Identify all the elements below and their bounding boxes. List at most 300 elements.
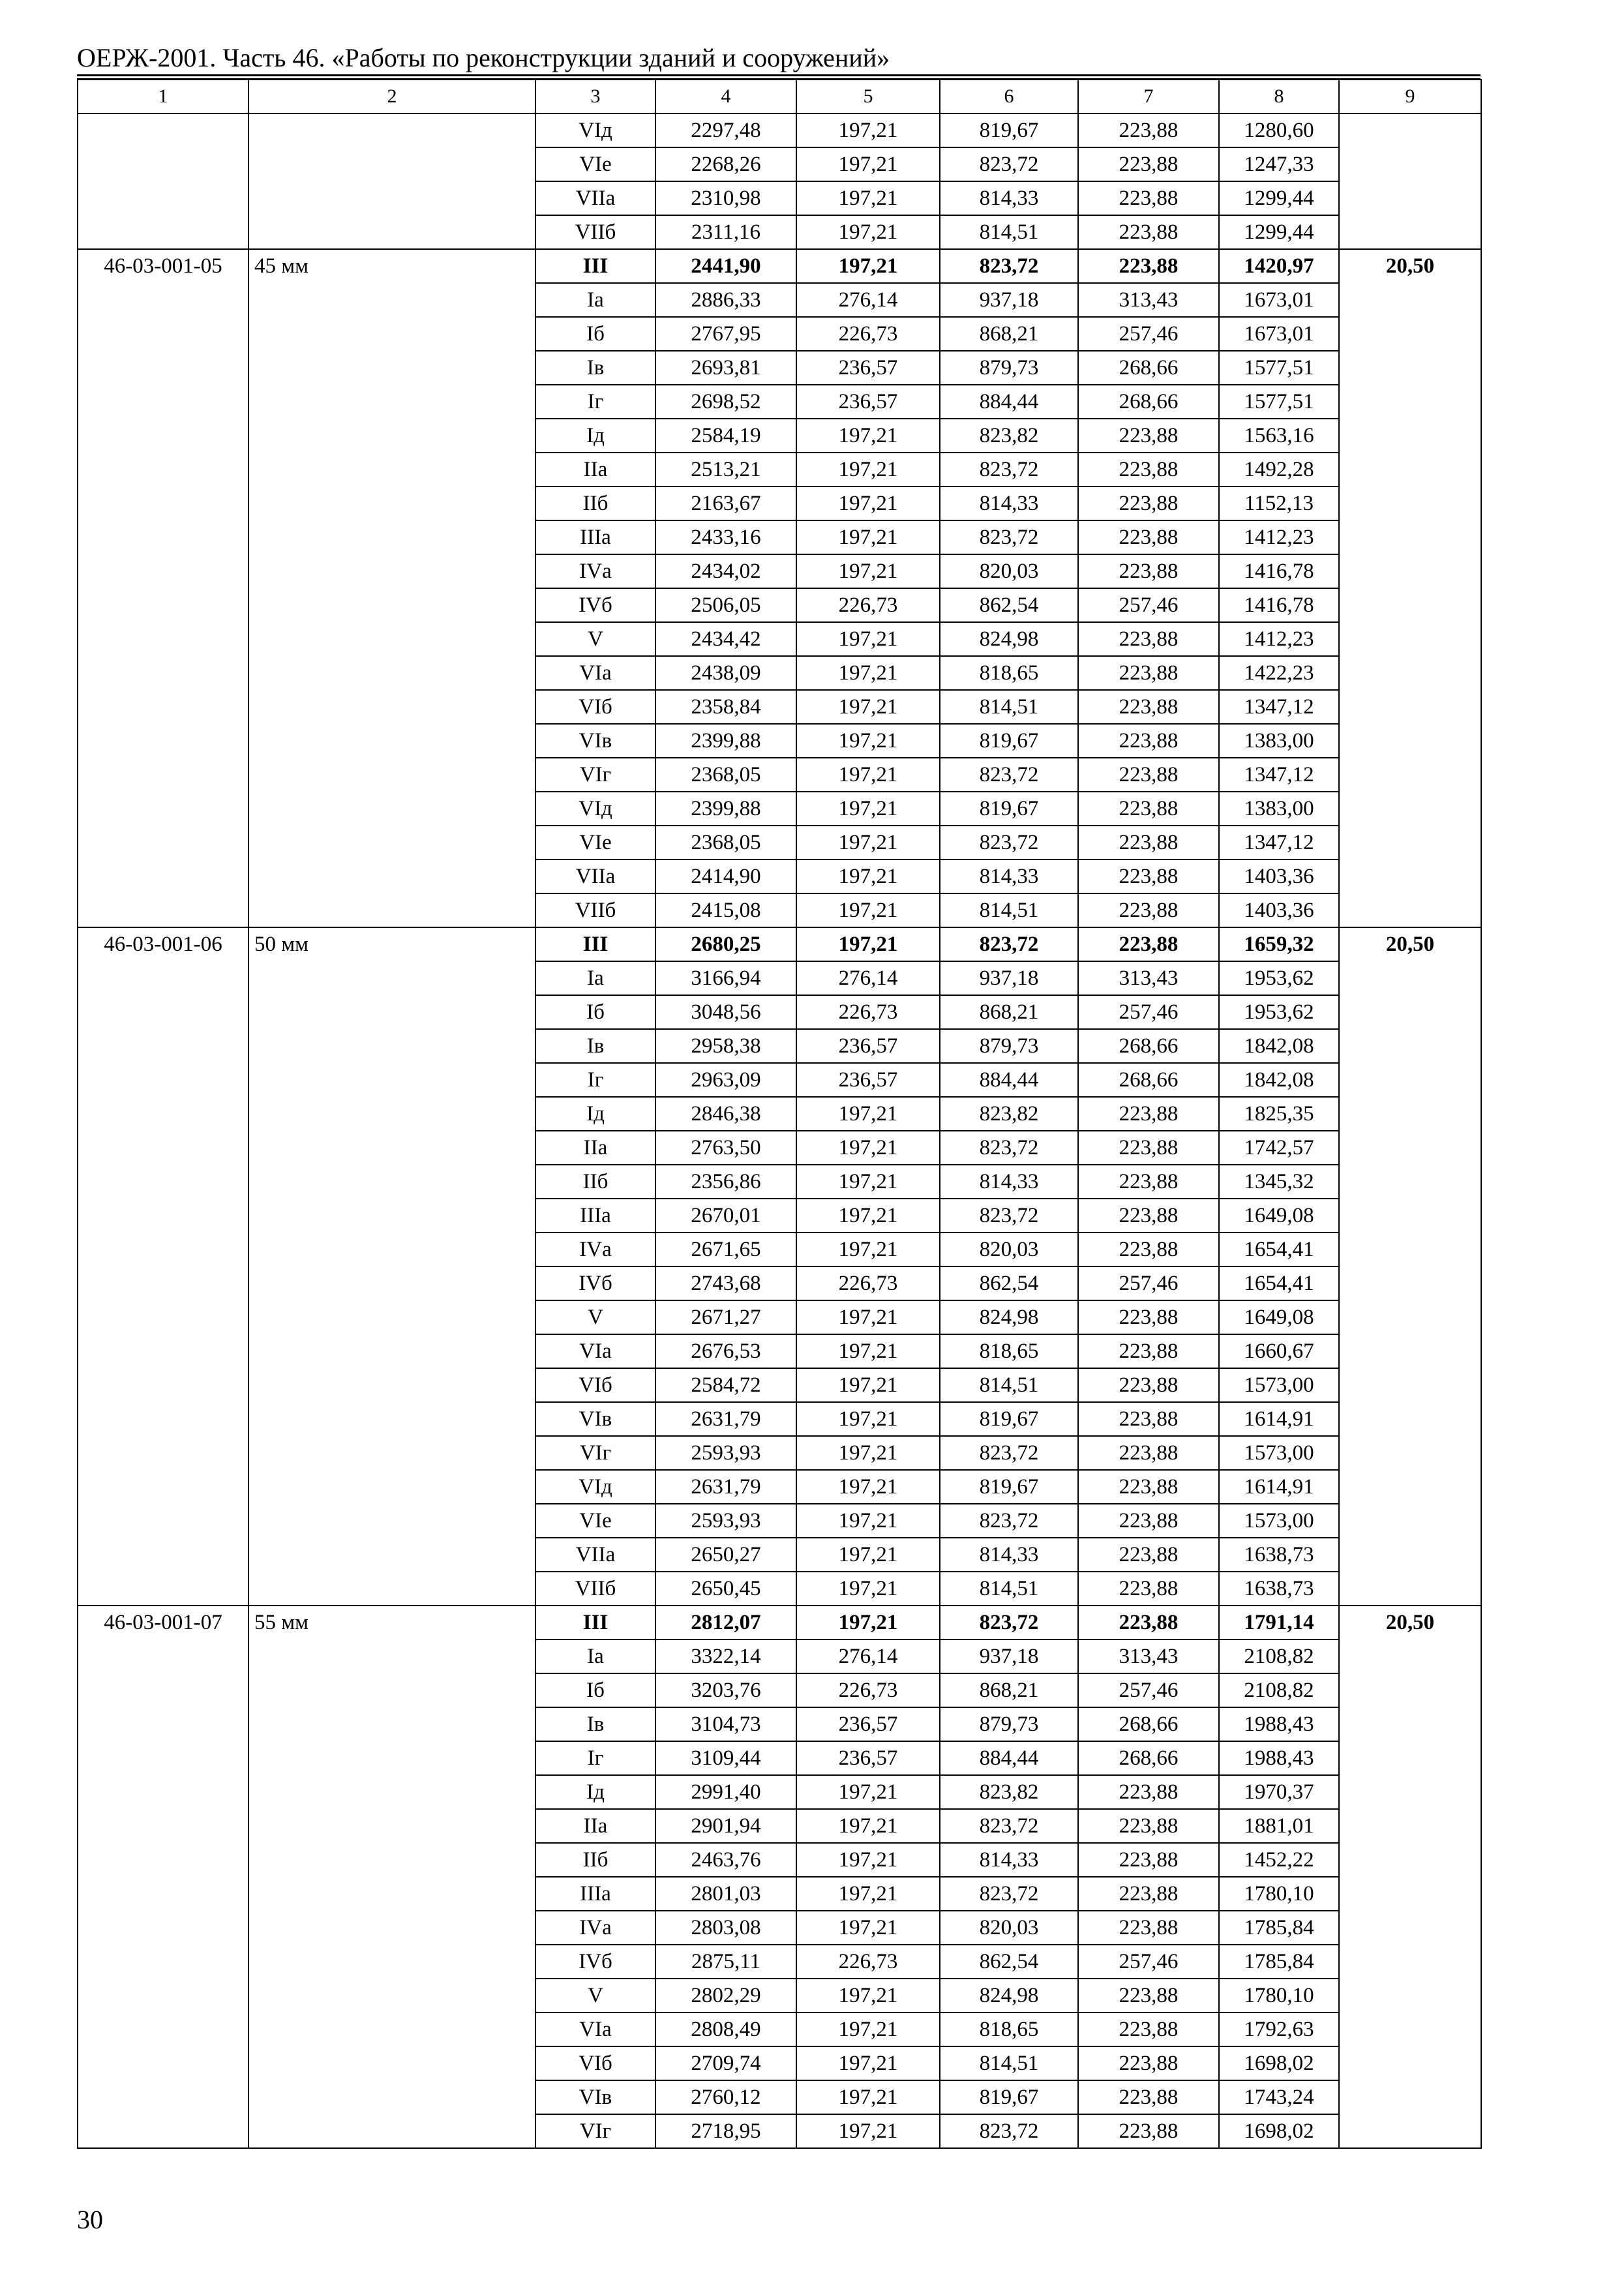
operator-wages-cell: 223,88 [1078, 1775, 1219, 1809]
materials-cell: 1452,22 [1219, 1843, 1339, 1877]
materials-cell: 1152,13 [1219, 486, 1339, 520]
wages-cell: 197,21 [796, 792, 940, 826]
operator-wages-cell: 223,88 [1078, 1504, 1219, 1538]
operator-wages-cell: 223,88 [1078, 860, 1219, 893]
operator-wages-cell: 268,66 [1078, 1029, 1219, 1063]
operator-wages-cell: 223,88 [1078, 1165, 1219, 1199]
total-cost-cell: 2584,72 [655, 1368, 796, 1402]
region-cell: IIIа [535, 1877, 655, 1911]
rates-table [77, 79, 1482, 2149]
wages-cell: 197,21 [796, 1606, 940, 1639]
machines-cell: 814,51 [940, 215, 1078, 249]
col-header: 2 [248, 80, 535, 113]
wages-cell: 226,73 [796, 317, 940, 351]
total-cost-cell: 2438,09 [655, 656, 796, 690]
labor-cost-cell: 20,50 [1339, 927, 1481, 1606]
machines-cell: 868,21 [940, 995, 1078, 1029]
wages-cell: 276,14 [796, 961, 940, 995]
wages-cell: 197,21 [796, 1097, 940, 1131]
operator-wages-cell: 257,46 [1078, 317, 1219, 351]
region-cell: Iд [535, 419, 655, 453]
total-cost-cell: 2650,27 [655, 1538, 796, 1572]
table-row [78, 1606, 1481, 1639]
region-cell: III [535, 249, 655, 283]
materials-cell: 1420,97 [1219, 249, 1339, 283]
materials-cell: 1825,35 [1219, 1097, 1339, 1131]
region-cell: Iг [535, 385, 655, 419]
region-cell: VIг [535, 1436, 655, 1470]
materials-cell: 1383,00 [1219, 792, 1339, 826]
wages-cell: 197,21 [796, 724, 940, 758]
operator-wages-cell: 223,88 [1078, 1131, 1219, 1165]
rate-code: 46-03-001-07 [78, 1606, 248, 2148]
machines-cell: 823,82 [940, 419, 1078, 453]
region-cell: Iг [535, 1063, 655, 1097]
wages-cell: 197,21 [796, 486, 940, 520]
region-cell: III [535, 1606, 655, 1639]
operator-wages-cell: 223,88 [1078, 249, 1219, 283]
operator-wages-cell: 268,66 [1078, 351, 1219, 385]
materials-cell: 1654,41 [1219, 1266, 1339, 1300]
materials-cell: 1412,23 [1219, 622, 1339, 656]
rate-code [78, 113, 248, 249]
total-cost-cell: 2415,08 [655, 893, 796, 927]
region-cell: VIа [535, 1334, 655, 1368]
region-cell: Iа [535, 961, 655, 995]
wages-cell: 197,21 [796, 2046, 940, 2080]
total-cost-cell: 2693,81 [655, 351, 796, 385]
operator-wages-cell: 223,88 [1078, 486, 1219, 520]
wages-cell: 197,21 [796, 554, 940, 588]
operator-wages-cell: 223,88 [1078, 1368, 1219, 1402]
machines-cell: 823,72 [940, 453, 1078, 486]
total-cost-cell: 2513,21 [655, 453, 796, 486]
machines-cell: 818,65 [940, 656, 1078, 690]
machines-cell: 884,44 [940, 1063, 1078, 1097]
rate-name: 45 мм [248, 249, 535, 927]
total-cost-cell: 2991,40 [655, 1775, 796, 1809]
region-cell: Iб [535, 995, 655, 1029]
operator-wages-cell: 223,88 [1078, 181, 1219, 215]
region-cell: IIа [535, 453, 655, 486]
operator-wages-cell: 223,88 [1078, 1470, 1219, 1504]
region-cell: IIIа [535, 520, 655, 554]
total-cost-cell: 2368,05 [655, 758, 796, 792]
total-cost-cell: 2886,33 [655, 283, 796, 317]
region-cell: V [535, 1300, 655, 1334]
operator-wages-cell: 257,46 [1078, 1673, 1219, 1707]
materials-cell: 1673,01 [1219, 317, 1339, 351]
machines-cell: 937,18 [940, 1639, 1078, 1673]
region-cell: IIб [535, 1165, 655, 1199]
region-cell: IIб [535, 1843, 655, 1877]
wages-cell: 197,21 [796, 1436, 940, 1470]
region-cell: Iд [535, 1097, 655, 1131]
wages-cell: 197,21 [796, 1131, 940, 1165]
operator-wages-cell: 268,66 [1078, 385, 1219, 419]
materials-cell: 1698,02 [1219, 2046, 1339, 2080]
region-cell: V [535, 1979, 655, 2012]
materials-cell: 1785,84 [1219, 1911, 1339, 1945]
materials-cell: 1577,51 [1219, 351, 1339, 385]
total-cost-cell: 2163,67 [655, 486, 796, 520]
total-cost-cell: 2631,79 [655, 1402, 796, 1436]
materials-cell: 1247,33 [1219, 147, 1339, 181]
materials-cell: 1780,10 [1219, 1979, 1339, 2012]
wages-cell: 236,57 [796, 1741, 940, 1775]
total-cost-cell: 2434,42 [655, 622, 796, 656]
machines-cell: 818,65 [940, 1334, 1078, 1368]
machines-cell: 823,72 [940, 1809, 1078, 1843]
total-cost-cell: 2441,90 [655, 249, 796, 283]
region-cell: VIб [535, 690, 655, 724]
operator-wages-cell: 223,88 [1078, 792, 1219, 826]
total-cost-cell: 2802,29 [655, 1979, 796, 2012]
operator-wages-cell: 223,88 [1078, 656, 1219, 690]
region-cell: IVб [535, 1945, 655, 1979]
machines-cell: 814,33 [940, 860, 1078, 893]
total-cost-cell: 3322,14 [655, 1639, 796, 1673]
col-header: 1 [78, 80, 248, 113]
operator-wages-cell: 223,88 [1078, 1877, 1219, 1911]
region-cell: IVа [535, 1233, 655, 1266]
region-cell: Iд [535, 1775, 655, 1809]
materials-cell: 1988,43 [1219, 1707, 1339, 1741]
region-cell: VIб [535, 2046, 655, 2080]
wages-cell: 197,21 [796, 1504, 940, 1538]
materials-cell: 1742,57 [1219, 1131, 1339, 1165]
region-cell: VIа [535, 656, 655, 690]
total-cost-cell: 2631,79 [655, 1470, 796, 1504]
total-cost-cell: 2358,84 [655, 690, 796, 724]
machines-cell: 823,72 [940, 927, 1078, 961]
total-cost-cell: 2310,98 [655, 181, 796, 215]
materials-cell: 1573,00 [1219, 1504, 1339, 1538]
total-cost-cell: 3166,94 [655, 961, 796, 995]
total-cost-cell: 2803,08 [655, 1911, 796, 1945]
operator-wages-cell: 223,88 [1078, 453, 1219, 486]
operator-wages-cell: 223,88 [1078, 1436, 1219, 1470]
wages-cell: 197,21 [796, 1572, 940, 1606]
materials-cell: 1347,12 [1219, 758, 1339, 792]
total-cost-cell: 2760,12 [655, 2080, 796, 2114]
operator-wages-cell: 223,88 [1078, 520, 1219, 554]
materials-cell: 1347,12 [1219, 690, 1339, 724]
total-cost-cell: 2434,02 [655, 554, 796, 588]
materials-cell: 1842,08 [1219, 1029, 1339, 1063]
operator-wages-cell: 223,88 [1078, 826, 1219, 860]
materials-cell: 1492,28 [1219, 453, 1339, 486]
materials-cell: 1577,51 [1219, 385, 1339, 419]
materials-cell: 1743,24 [1219, 2080, 1339, 2114]
total-cost-cell: 2584,19 [655, 419, 796, 453]
machines-cell: 819,67 [940, 724, 1078, 758]
operator-wages-cell: 223,88 [1078, 1199, 1219, 1233]
wages-cell: 236,57 [796, 1707, 940, 1741]
region-cell: VIIб [535, 893, 655, 927]
materials-cell: 1573,00 [1219, 1368, 1339, 1402]
wages-cell: 197,21 [796, 622, 940, 656]
materials-cell: 1698,02 [1219, 2114, 1339, 2148]
region-cell: VIIа [535, 181, 655, 215]
wages-cell: 197,21 [796, 520, 940, 554]
materials-cell: 1659,32 [1219, 927, 1339, 961]
wages-cell: 276,14 [796, 1639, 940, 1673]
region-cell: IVа [535, 554, 655, 588]
region-cell: Iв [535, 351, 655, 385]
materials-cell: 1573,00 [1219, 1436, 1339, 1470]
machines-cell: 823,82 [940, 1775, 1078, 1809]
machines-cell: 823,72 [940, 1436, 1078, 1470]
operator-wages-cell: 268,66 [1078, 1707, 1219, 1741]
region-cell: VIв [535, 1402, 655, 1436]
wages-cell: 226,73 [796, 995, 940, 1029]
wages-cell: 197,21 [796, 1911, 940, 1945]
operator-wages-cell: 223,88 [1078, 1538, 1219, 1572]
materials-cell: 1299,44 [1219, 215, 1339, 249]
region-cell: VIе [535, 147, 655, 181]
machines-cell: 820,03 [940, 554, 1078, 588]
materials-cell: 1673,01 [1219, 283, 1339, 317]
total-cost-cell: 2846,38 [655, 1097, 796, 1131]
total-cost-cell: 2901,94 [655, 1809, 796, 1843]
region-cell: VIе [535, 1504, 655, 1538]
machines-cell: 814,51 [940, 690, 1078, 724]
total-cost-cell: 2812,07 [655, 1606, 796, 1639]
operator-wages-cell: 223,88 [1078, 1300, 1219, 1334]
machines-cell: 823,72 [940, 826, 1078, 860]
machines-cell: 820,03 [940, 1911, 1078, 1945]
header-rule [77, 74, 1481, 76]
region-cell: VIIа [535, 1538, 655, 1572]
materials-cell: 1614,91 [1219, 1470, 1339, 1504]
machines-cell: 879,73 [940, 1707, 1078, 1741]
region-cell: VIг [535, 2114, 655, 2148]
machines-cell: 814,51 [940, 893, 1078, 927]
region-cell: V [535, 622, 655, 656]
machines-cell: 814,51 [940, 2046, 1078, 2080]
operator-wages-cell: 223,88 [1078, 113, 1219, 147]
table-row [78, 249, 1481, 283]
wages-cell: 197,21 [796, 1402, 940, 1436]
total-cost-cell: 2433,16 [655, 520, 796, 554]
operator-wages-cell: 313,43 [1078, 1639, 1219, 1673]
region-cell: Iг [535, 1741, 655, 1775]
total-cost-cell: 2399,88 [655, 724, 796, 758]
operator-wages-cell: 223,88 [1078, 2114, 1219, 2148]
materials-cell: 1403,36 [1219, 860, 1339, 893]
machines-cell: 820,03 [940, 1233, 1078, 1266]
operator-wages-cell: 223,88 [1078, 215, 1219, 249]
region-cell: VIе [535, 826, 655, 860]
wages-cell: 197,21 [796, 826, 940, 860]
region-cell: VIв [535, 2080, 655, 2114]
machines-cell: 823,72 [940, 1606, 1078, 1639]
wages-cell: 197,21 [796, 690, 940, 724]
col-header: 3 [535, 80, 655, 113]
operator-wages-cell: 223,88 [1078, 1334, 1219, 1368]
region-cell: IIа [535, 1809, 655, 1843]
operator-wages-cell: 223,88 [1078, 1233, 1219, 1266]
region-cell: VIг [535, 758, 655, 792]
materials-cell: 1660,67 [1219, 1334, 1339, 1368]
machines-cell: 884,44 [940, 385, 1078, 419]
operator-wages-cell: 223,88 [1078, 1809, 1219, 1843]
operator-wages-cell: 257,46 [1078, 1945, 1219, 1979]
region-cell: III [535, 927, 655, 961]
region-cell: IVб [535, 588, 655, 622]
rate-name [248, 113, 535, 249]
operator-wages-cell: 313,43 [1078, 283, 1219, 317]
machines-cell: 823,82 [940, 1097, 1078, 1131]
machines-cell: 823,72 [940, 1199, 1078, 1233]
wages-cell: 197,21 [796, 860, 940, 893]
region-cell: IVб [535, 1266, 655, 1300]
materials-cell: 1299,44 [1219, 181, 1339, 215]
total-cost-cell: 2593,93 [655, 1436, 796, 1470]
materials-cell: 1412,23 [1219, 520, 1339, 554]
total-cost-cell: 2650,45 [655, 1572, 796, 1606]
wages-cell: 197,21 [796, 113, 940, 147]
materials-cell: 1416,78 [1219, 554, 1339, 588]
machines-cell: 823,72 [940, 1504, 1078, 1538]
wages-cell: 197,21 [796, 2114, 940, 2148]
total-cost-cell: 2718,95 [655, 2114, 796, 2148]
wages-cell: 236,57 [796, 1063, 940, 1097]
wages-cell: 197,21 [796, 758, 940, 792]
machines-cell: 824,98 [940, 622, 1078, 656]
col-header: 4 [655, 80, 796, 113]
table-body [78, 80, 1481, 2148]
wages-cell: 197,21 [796, 147, 940, 181]
machines-cell: 868,21 [940, 317, 1078, 351]
materials-cell: 1345,32 [1219, 1165, 1339, 1199]
operator-wages-cell: 223,88 [1078, 1097, 1219, 1131]
wages-cell: 197,21 [796, 2080, 940, 2114]
wages-cell: 197,21 [796, 419, 940, 453]
region-cell: Iа [535, 1639, 655, 1673]
wages-cell: 197,21 [796, 2012, 940, 2046]
total-cost-cell: 2808,49 [655, 2012, 796, 2046]
table-row [78, 927, 1481, 961]
operator-wages-cell: 223,88 [1078, 1843, 1219, 1877]
machines-cell: 814,33 [940, 1165, 1078, 1199]
wages-cell: 236,57 [796, 1029, 940, 1063]
machines-cell: 814,33 [940, 486, 1078, 520]
machines-cell: 862,54 [940, 588, 1078, 622]
operator-wages-cell: 223,88 [1078, 2046, 1219, 2080]
total-cost-cell: 2767,95 [655, 317, 796, 351]
region-cell: Iа [535, 283, 655, 317]
machines-cell: 819,67 [940, 1470, 1078, 1504]
rate-code: 46-03-001-05 [78, 249, 248, 927]
total-cost-cell: 2268,26 [655, 147, 796, 181]
operator-wages-cell: 223,88 [1078, 1402, 1219, 1436]
total-cost-cell: 2671,65 [655, 1233, 796, 1266]
wages-cell: 226,73 [796, 1266, 940, 1300]
operator-wages-cell: 223,88 [1078, 1911, 1219, 1945]
materials-cell: 1638,73 [1219, 1538, 1339, 1572]
total-cost-cell: 2676,53 [655, 1334, 796, 1368]
labor-cost-cell: 20,50 [1339, 1606, 1481, 2148]
page-number: 30 [77, 2205, 103, 2234]
total-cost-cell: 2763,50 [655, 1131, 796, 1165]
region-cell: VIIб [535, 215, 655, 249]
operator-wages-cell: 223,88 [1078, 2080, 1219, 2114]
machines-cell: 862,54 [940, 1266, 1078, 1300]
materials-cell: 1280,60 [1219, 113, 1339, 147]
wages-cell: 276,14 [796, 283, 940, 317]
rate-code: 46-03-001-06 [78, 927, 248, 1606]
operator-wages-cell: 223,88 [1078, 419, 1219, 453]
total-cost-cell: 2671,27 [655, 1300, 796, 1334]
region-cell: VIб [535, 1368, 655, 1402]
materials-cell: 1563,16 [1219, 419, 1339, 453]
region-cell: VIIа [535, 860, 655, 893]
total-cost-cell: 2875,11 [655, 1945, 796, 1979]
materials-cell: 1422,23 [1219, 656, 1339, 690]
materials-cell: 1780,10 [1219, 1877, 1339, 1911]
wages-cell: 197,21 [796, 1199, 940, 1233]
region-cell: Iб [535, 1673, 655, 1707]
materials-cell: 1970,37 [1219, 1775, 1339, 1809]
region-cell: VIа [535, 2012, 655, 2046]
materials-cell: 1791,14 [1219, 1606, 1339, 1639]
wages-cell: 226,73 [796, 1945, 940, 1979]
total-cost-cell: 2698,52 [655, 385, 796, 419]
machines-cell: 879,73 [940, 1029, 1078, 1063]
wages-cell: 197,21 [796, 1300, 940, 1334]
wages-cell: 197,21 [796, 1538, 940, 1572]
labor-cost-cell [1339, 113, 1481, 249]
wages-cell: 197,21 [796, 1165, 940, 1199]
materials-cell: 1347,12 [1219, 826, 1339, 860]
wages-cell: 197,21 [796, 1470, 940, 1504]
region-cell: IIб [535, 486, 655, 520]
wages-cell: 197,21 [796, 656, 940, 690]
wages-cell: 197,21 [796, 1775, 940, 1809]
materials-cell: 1988,43 [1219, 1741, 1339, 1775]
machines-cell: 937,18 [940, 961, 1078, 995]
machines-cell: 823,72 [940, 2114, 1078, 2148]
materials-cell: 1953,62 [1219, 961, 1339, 995]
total-cost-cell: 2399,88 [655, 792, 796, 826]
machines-cell: 823,72 [940, 520, 1078, 554]
rate-name: 55 мм [248, 1606, 535, 2148]
region-cell: IIа [535, 1131, 655, 1165]
materials-cell: 2108,82 [1219, 1639, 1339, 1673]
materials-cell: 1638,73 [1219, 1572, 1339, 1606]
materials-cell: 1842,08 [1219, 1063, 1339, 1097]
col-header: 5 [796, 80, 940, 113]
wages-cell: 197,21 [796, 1809, 940, 1843]
machines-cell: 814,33 [940, 1538, 1078, 1572]
wages-cell: 197,21 [796, 215, 940, 249]
operator-wages-cell: 223,88 [1078, 622, 1219, 656]
machines-cell: 937,18 [940, 283, 1078, 317]
operator-wages-cell: 223,88 [1078, 893, 1219, 927]
machines-cell: 823,72 [940, 1131, 1078, 1165]
total-cost-cell: 3109,44 [655, 1741, 796, 1775]
machines-cell: 823,72 [940, 1877, 1078, 1911]
machines-cell: 814,51 [940, 1572, 1078, 1606]
total-cost-cell: 2670,01 [655, 1199, 796, 1233]
machines-cell: 862,54 [940, 1945, 1078, 1979]
rate-name: 50 мм [248, 927, 535, 1606]
machines-cell: 814,33 [940, 1843, 1078, 1877]
col-header: 8 [1219, 80, 1339, 113]
materials-cell: 1953,62 [1219, 995, 1339, 1029]
